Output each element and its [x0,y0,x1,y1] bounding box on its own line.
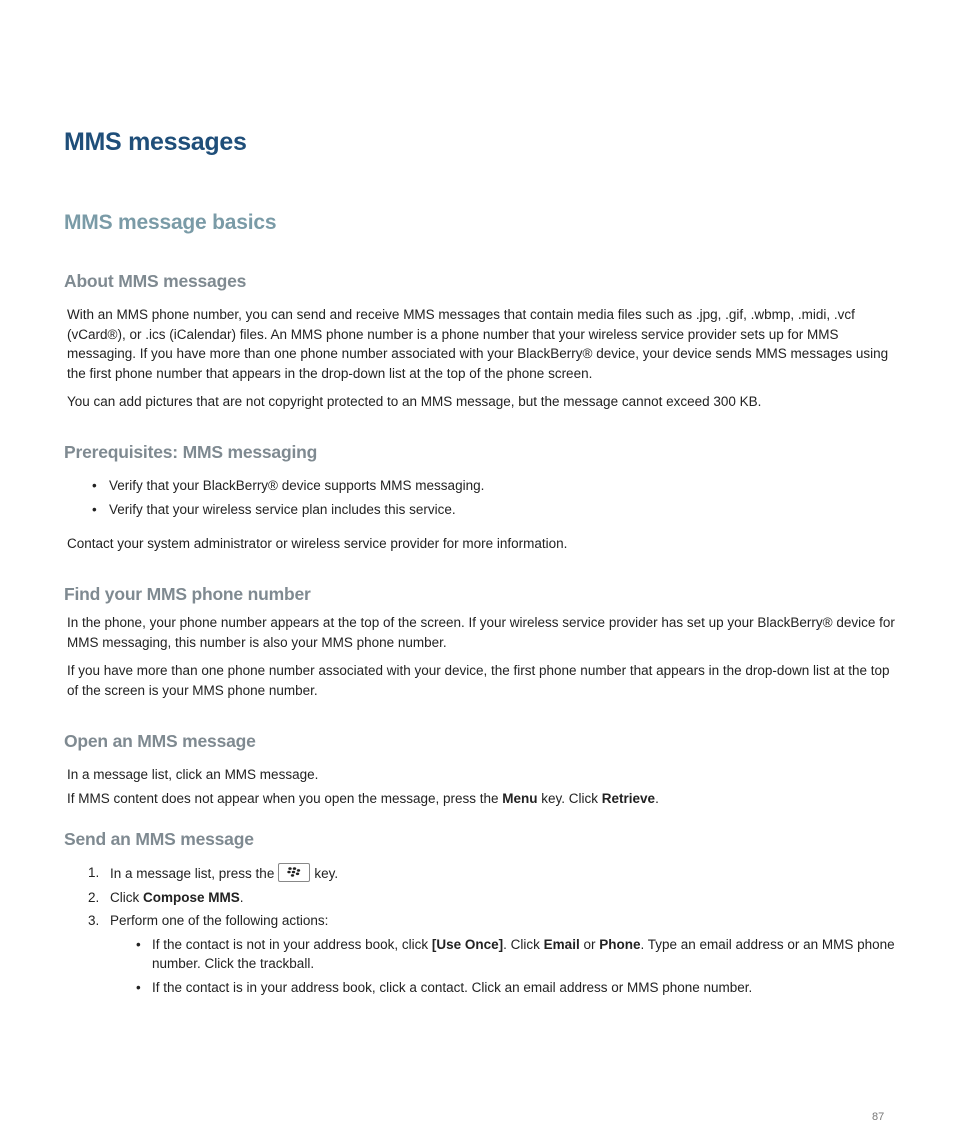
open-heading: Open an MMS message [64,731,256,751]
page-title: MMS messages [64,128,247,156]
open-text-pre: If MMS content does not appear when you open the message, press the [67,791,503,806]
step-2-end: . [239,889,244,905]
step-3 [88,911,898,997]
prereq-heading: Prerequisites: MMS messaging [64,442,318,462]
open-text-mid: key. Click [537,791,602,806]
sub1-end: . Type an email address or an MMS phone number. Click the trackball. [152,936,895,971]
send-heading: Send an MMS message [64,829,254,849]
find-heading: Find your MMS phone number [64,584,311,604]
compose-mms-label: Compose MMS [143,889,240,905]
use-once-label: [Use Once] [431,936,504,952]
phone-label: Phone [599,936,641,952]
find-paragraph-1: In the phone, your phone number appears at the top of the screen. If your wireless service provider has set up your BlackBerry® device for MMS messaging, this number is also your MMS phone number. [67,615,895,650]
step-1 [88,863,898,884]
list-item: • Verify that your wireless service plan includes this service. [92,500,484,520]
about-paragraph-1: With an MMS phone number, you can send and receive MMS messages that contain media files such as .jpg, .gif, .wbmp, .midi, .vcf (vCard®), or .ics (iCalendar) files. An MMS phone number is a phone number that your wireless service provider sets up for MMS messaging. If you have more than one phone number associated with your BlackBerry® device, your device sends MMS messages using the first phone number that appears in the drop-down list at the top of the phone screen. [67,307,889,381]
section-title: MMS message basics [64,211,277,234]
prereq-list [92,476,484,523]
sub1-mid1: . Click [503,936,544,952]
send-steps [88,863,898,1001]
open-paragraph-2 [67,789,897,809]
prereq-note: Contact your system administrator or wireless service provider for more information. [67,536,568,551]
step-3-options [136,935,898,998]
list-item [136,935,898,974]
step-3-text: Perform one of the following actions: [110,913,329,928]
blackberry-menu-key-icon [278,863,310,882]
step-number: 2. [88,889,100,905]
step-1-text-post: key. [314,866,339,881]
about-paragraph-2: You can add pictures that are not copyright protected to an MMS message, but the message cannot exceed 300 KB. [67,394,762,409]
menu-key-label: Menu [502,791,538,806]
step-number: 3. [88,913,100,928]
step-2 [88,888,898,908]
sub1-mid2: or [579,936,600,952]
step-number: 1. [88,865,100,880]
step-1-text: In a message list, press the [110,866,275,881]
email-label: Email [543,936,580,952]
step-2-text: Click [110,889,143,905]
open-text-end: . [655,791,659,806]
find-paragraph-2: If you have more than one phone number associated with your device, the first phone number that appears in the drop-down list at the top of the screen is your MMS phone number. [67,663,890,698]
page-number: 87 [872,1111,885,1123]
sub1-pre: If the contact is not in your address book, click [152,936,432,952]
retrieve-label: Retrieve [601,791,656,806]
list-item: • If the contact is in your address book, click a contact. Click an email address or MMS phone number. [136,978,898,998]
open-paragraph-1: In a message list, click an MMS message. [67,767,319,782]
about-heading: About MMS messages [64,271,247,291]
list-item: • Verify that your BlackBerry® device supports MMS messaging. [92,476,484,496]
